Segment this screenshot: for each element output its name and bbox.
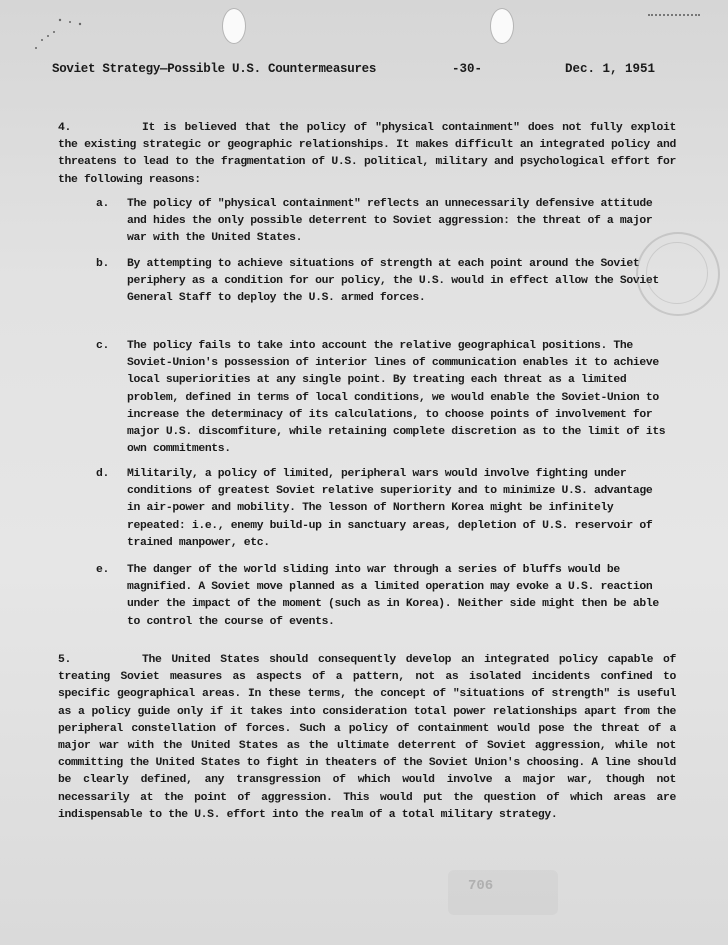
- item-text: By attempting to achieve situations of strength at each point around the Soviet periphery as a condition for our policy, the U.S. would in effect allow the Soviet General Staff to deploy the U.S. armed forces.: [127, 258, 659, 305]
- item-letter: d.: [96, 468, 109, 480]
- faded-seal-inner: [646, 242, 708, 304]
- list-item-a: [96, 196, 668, 248]
- corner-marks: [32, 10, 112, 60]
- punch-hole-right: [490, 8, 514, 44]
- item-letter: b.: [96, 258, 109, 270]
- item-text: The danger of the world sliding into war through a series of bluffs would be magnified. A Soviet move planned as a limited operation may evoke a U.S. reaction under the impact of the moment (such as in Korea). Neither side might then be able to control the course of events.: [127, 564, 659, 628]
- faded-seal-stamp: [636, 232, 720, 316]
- page-header: [52, 62, 662, 82]
- paragraph-text: The United States should consequently develop an integrated policy capable of treating Soviet measures as aspects of a pattern, not as isolated incidents confined to specific geographical areas. In these terms, the concept of "situations of strength" is useful as a policy guide only if it takes into consideration total power relationships apart from the peripheral constellation of forces. Such a policy of containment would pose the threat of a major war with the United States as the ultimate deterrent of Soviet aggression, while not committing the United States to fight in theaters of the Soviet Union's choosing. A line should be clearly defined, any transgression of which would involve a major war, though not necessarily at the point of aggression. This would put the question of which areas are indispensable to the U.S. effort into the realm of a total military strategy.: [58, 654, 676, 821]
- list-item-d: [96, 466, 668, 552]
- item-text: Militarily, a policy of limited, peripheral wars would involve fighting under conditions of greatest Soviet relative superiority and to minimize U.S. advantage in air-power and mobility. The lesson of Northern Korea might be infinitely repeated: i.e., enemy build-up in sanctuary areas, depletion of U.S. reservoir of trained manpower, etc.: [127, 468, 653, 549]
- paragraph-number: 5.: [58, 654, 71, 666]
- item-letter: c.: [96, 340, 109, 352]
- paragraph-number: 4.: [58, 122, 71, 134]
- item-letter: e.: [96, 564, 109, 576]
- page-number: -30-: [452, 62, 483, 76]
- item-letter: a.: [96, 198, 109, 210]
- document-date: Dec. 1, 1951: [565, 62, 656, 76]
- paragraph-5: [58, 652, 676, 824]
- list-item-e: [96, 562, 668, 631]
- item-text: The policy of "physical containment" reflects an unnecessarily defensive attitude and hides the only possible deterrent to Soviet aggression: the threat of a major war with the United States.: [127, 198, 653, 245]
- paragraph-text: It is believed that the policy of "physical containment" does not fully exploit the existing strategic or geographic relationships. It makes difficult an integrated policy and threatens to lead to the fragmentation of U.S. political, military and psychological effort for the following reasons:: [58, 122, 676, 186]
- corner-dash-mark: [648, 14, 700, 20]
- bottom-stamp-number: 706: [468, 878, 494, 894]
- paragraph-4: [58, 120, 676, 189]
- list-item-c: [96, 338, 668, 458]
- item-text: The policy fails to take into account the relative geographical positions. The Soviet-Union's possession of interior lines of communication enables it to achieve local superiorities at any single point. By treating each threat as a limited problem, defined in terms of local conditions, we would enable the Soviet-Union to increase the determinacy of its calculations, to choose points of involvement for major U.S. discomfiture, while retaining complete discretion as to the limit of its own commitments.: [127, 340, 666, 456]
- punch-hole-left: [222, 8, 246, 44]
- document-title: Soviet Strategy—Possible U.S. Countermeasures: [52, 62, 377, 76]
- list-item-b: [96, 256, 668, 308]
